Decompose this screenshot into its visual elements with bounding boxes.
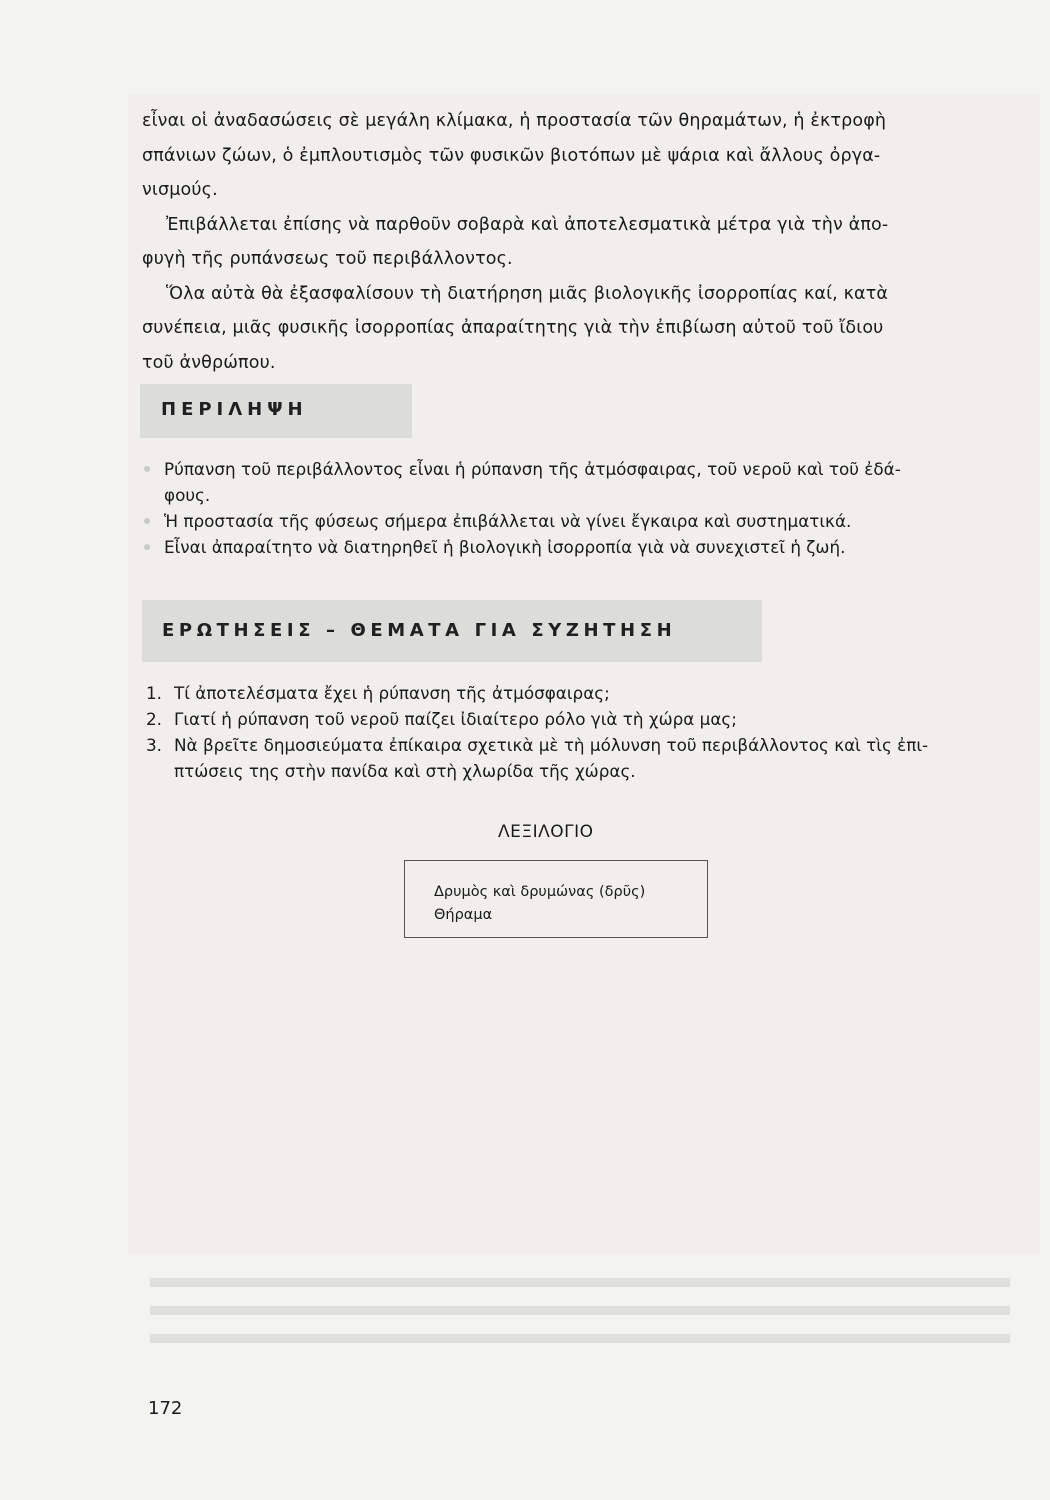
glossary-box	[404, 860, 708, 938]
questions-heading: ΕΡΩΤΗΣΕΙΣ – ΘΕΜΑΤΑ ΓΙΑ ΣΥΖΗΤΗΣΗ	[162, 620, 677, 641]
question-text: Νὰ βρεῖτε δημοσιεύματα ἐπίκαιρα σχετικὰ μὲ τὴ μόλυνση τοῦ περιβάλλοντος καὶ τὶς ἐπι-	[174, 735, 929, 755]
summary-list	[144, 456, 1014, 560]
paragraph-3	[142, 277, 1002, 381]
text-line: εἶναι οἱ ἀναδασώσεις σὲ μεγάλη κλίμακα, ἡ προστασία τῶν θηραμάτων, ἡ ἐκτροφὴ	[142, 111, 887, 131]
question-item	[146, 732, 1006, 784]
text-line: τοῦ ἀνθρώπου.	[142, 352, 276, 373]
glossary-heading: ΛΕΞΙΛΟΓΙΟ	[498, 822, 594, 842]
text-line: σπάνιων ζώων, ὁ ἐμπλουτισμὸς τῶν φυσικῶν βιοτόπων μὲ ψάρια καὶ ἄλλους ὀργα-	[142, 145, 881, 166]
body-text	[142, 104, 1002, 380]
page-number: 172	[148, 1398, 183, 1419]
question-item	[146, 680, 1006, 706]
paragraph-2	[142, 208, 1002, 277]
paragraph-1	[142, 104, 1002, 208]
question-number: 2.	[146, 709, 163, 729]
question-text-continued: πτώσεις της στὴν πανίδα καὶ στὴ χλωρίδα τῆς χώρας.	[174, 761, 636, 781]
text-line: νισμούς.	[142, 180, 218, 200]
summary-item-text: Εἶναι ἀπαραίτητο νὰ διατηρηθεῖ ἡ βιολογικὴ ἰσορροπία γιὰ νὰ συνεχιστεῖ ἡ ζωή.	[164, 537, 846, 557]
text-line: συνέπεια, μιᾶς φυσικῆς ἰσορροπίας ἀπαραίτητης γιὰ τὴν ἐπιβίωση αὐτοῦ τοῦ ἴδιου	[142, 318, 884, 338]
glossary-term: Δρυμὸς καὶ δρυμώνας (δρῦς)	[434, 884, 646, 900]
text-line: Ἐπιβάλλεται ἐπίσης νὰ παρθοῦν σοβαρὰ καὶ ἀποτελεσματικὰ μέτρα γιὰ τὴν ἀπο-	[166, 214, 889, 235]
question-text: Τί ἀποτελέσματα ἔχει ἡ ρύπανση τῆς ἀτμόσφαιρας;	[174, 683, 610, 703]
questions-list	[146, 680, 1006, 784]
summary-item-text: Ἡ προστασία τῆς φύσεως σήμερα ἐπιβάλλεται νὰ γίνει ἔγκαιρα καὶ συστηματικά.	[164, 511, 852, 531]
text-line: φυγὴ τῆς ρυπάνσεως τοῦ περιβάλλοντος.	[142, 249, 513, 269]
reverse-side-text-shadow	[150, 1270, 1010, 1360]
question-number: 3.	[146, 735, 163, 755]
summary-item-text: Ρύπανση τοῦ περιβάλλοντος εἶναι ἡ ρύπανση τῆς ἀτμόσφαιρας, τοῦ νεροῦ καὶ τοῦ ἐδά-	[164, 459, 901, 479]
text-line: Ὅλα αὐτὰ θὰ ἐξασφαλίσουν τὴ διατήρηση μιᾶς βιολογικῆς ἰσορροπίας καί, κατὰ	[166, 283, 889, 304]
summary-item	[144, 534, 1014, 560]
summary-item-text-continued: φους.	[164, 485, 211, 505]
question-number: 1.	[146, 683, 163, 703]
question-text: Γιατί ἡ ρύπανση τοῦ νεροῦ παίζει ἰδιαίτερο ρόλο γιὰ τὴ χώρα μας;	[174, 709, 737, 729]
summary-item	[144, 456, 1014, 508]
summary-heading: ΠΕΡΙΛΗΨΗ	[161, 399, 308, 420]
glossary-term: Θήραμα	[434, 907, 493, 923]
bullet-icon	[144, 544, 150, 550]
bullet-icon	[144, 466, 150, 472]
bullet-icon	[144, 518, 150, 524]
summary-item	[144, 508, 1014, 534]
question-item	[146, 706, 1006, 732]
